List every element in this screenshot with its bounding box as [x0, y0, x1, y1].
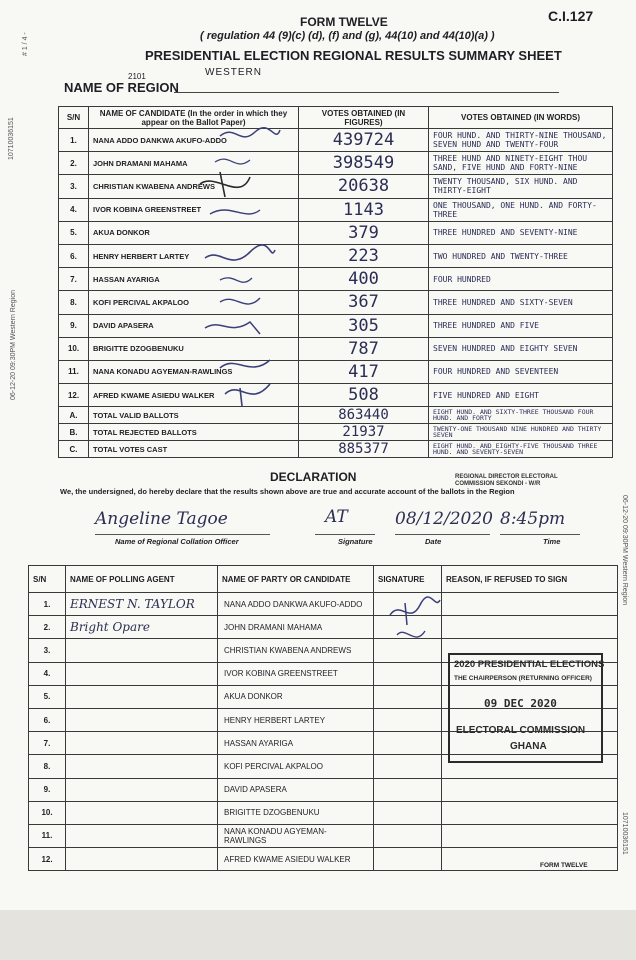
agent-name [66, 639, 218, 662]
declaration-date: 08/12/2020 [395, 509, 493, 529]
candidate-name: KOFI PERCIVAL AKPALOO [89, 291, 299, 314]
total-words: EIGHT HUND. AND SIXTY-THREE THOUSAND FOUR HUND. AND FORTY [429, 407, 613, 424]
electoral-commission-stamp [448, 653, 603, 763]
agent-name [66, 708, 218, 731]
agent-name-header: NAME OF POLLING AGENT [66, 566, 218, 593]
sheet-heading: PRESIDENTIAL ELECTION REGIONAL RESULTS SUMMARY SHEET [145, 48, 562, 63]
background-strip [0, 910, 636, 960]
row-sn: 5. [59, 221, 89, 244]
agent-party: NANA KONADU AGYEMAN-RAWLINGS [218, 824, 374, 847]
row-sn: 8. [59, 291, 89, 314]
total-label: TOTAL VALID BALLOTS [89, 407, 299, 424]
candidate-name: AFRED KWAME ASIEDU WALKER [89, 384, 299, 407]
votes-words: THREE HUNDRED AND SIXTY-SEVEN [429, 291, 613, 314]
agent-signature [374, 755, 442, 778]
votes-figures: 379 [299, 221, 429, 244]
agent-sn: 9. [29, 778, 66, 801]
words-header: VOTES OBTAINED (IN WORDS) [429, 107, 613, 129]
collation-officer-name: Angeline Tagoe [95, 509, 228, 529]
total-figures: 863440 [299, 407, 429, 424]
agent-row [29, 801, 618, 824]
votes-figures: 417 [299, 360, 429, 383]
votes-figures: 223 [299, 244, 429, 267]
votes-figures: 787 [299, 337, 429, 360]
agent-signature [374, 662, 442, 685]
left-serial: 10710036151 [8, 117, 15, 160]
row-sn: 9. [59, 314, 89, 337]
date-caption: Date [425, 537, 442, 546]
votes-figures: 367 [299, 291, 429, 314]
candidate-name: JOHN DRAMANI MAHAMA [89, 152, 299, 175]
agent-row [29, 593, 618, 616]
candidate-name: IVOR KOBINA GREENSTREET [89, 198, 299, 221]
party-header: NAME OF PARTY OR CANDIDATE [218, 566, 374, 593]
total-row [59, 441, 613, 458]
votes-words: SEVEN HUNDRED AND EIGHTY SEVEN [429, 337, 613, 360]
time-line [500, 534, 580, 535]
agent-sn: 10. [29, 801, 66, 824]
agent-party: HASSAN AYARIGA [218, 732, 374, 755]
result-row [59, 152, 613, 175]
agent-row [29, 778, 618, 801]
agent-sn: 3. [29, 639, 66, 662]
stamp-line2: THE CHAIRPERSON (RETURNING OFFICER) [454, 675, 592, 682]
votes-words: ONE THOUSAND, ONE HUND. AND FORTY-THREE [429, 198, 613, 221]
agent-name: ERNEST N. TAYLOR [66, 593, 218, 616]
row-sn: 4. [59, 198, 89, 221]
agent-signature-scribbles [385, 595, 445, 650]
candidate-name: AKUA DONKOR [89, 221, 299, 244]
regional-director-stamp: REGIONAL DIRECTOR ELECTORAL COMMISSION SEKONDI - W/R [455, 474, 558, 487]
agent-signature [374, 732, 442, 755]
agent-name [66, 755, 218, 778]
region-underline [174, 92, 559, 93]
agent-party: KOFI PERCIVAL AKPALOO [218, 755, 374, 778]
ci-code: C.I.127 [548, 8, 594, 24]
agent-party: NANA ADDO DANKWA AKUFO-ADDO [218, 593, 374, 616]
votes-words: THREE HUND AND NINETY-EIGHT THOU SAND, FIVE HUND AND FORTY-NINE [429, 152, 613, 175]
votes-figures: 20638 [299, 175, 429, 198]
result-row [59, 221, 613, 244]
candidate-name: DAVID APASERA [89, 314, 299, 337]
votes-words: FOUR HUNDRED AND SEVENTEEN [429, 360, 613, 383]
agent-sn: 6. [29, 708, 66, 731]
agent-name [66, 801, 218, 824]
agent-name [66, 848, 218, 871]
agent-party: JOHN DRAMANI MAHAMA [218, 616, 374, 639]
candidate-agent-signatures [180, 122, 300, 412]
votes-words: TWO HUNDRED AND TWENTY-THREE [429, 244, 613, 267]
total-words: TWENTY-ONE THOUSAND NINE HUNDRED AND THIRTY SEVEN [429, 424, 613, 441]
row-sn: 11. [59, 360, 89, 383]
regulation-reference: ( regulation 44 (9)(c) (d), (f) and (g), 44(10) and 44(10)(a) ) [200, 30, 495, 42]
agent-signature [374, 801, 442, 824]
votes-words: FOUR HUND. AND THIRTY-NINE THOUSAND, SEVEN HUND AND TWENTY-FOUR [429, 129, 613, 152]
refusal-reason [442, 848, 618, 871]
signature-header: SIGNATURE [374, 566, 442, 593]
row-sn: 10. [59, 337, 89, 360]
result-row [59, 384, 613, 407]
agent-party: AFRED KWAME ASIEDU WALKER [218, 848, 374, 871]
agent-signature [374, 824, 442, 847]
agent-signature [374, 708, 442, 731]
total-words: EIGHT HUND. AND EIGHTY-FIVE THOUSAND THREE HUND. AND SEVENTY-SEVEN [429, 441, 613, 458]
votes-words: FOUR HUNDRED [429, 268, 613, 291]
agent-name [66, 732, 218, 755]
row-sn: A. [59, 407, 89, 424]
form-title: FORM TWELVE [300, 15, 388, 29]
agent-sn: 11. [29, 824, 66, 847]
candidate-name: HENRY HERBERT LARTEY [89, 244, 299, 267]
agent-sn: 8. [29, 755, 66, 778]
agent-sn: 1. [29, 593, 66, 616]
figures-header: VOTES OBTAINED (IN FIGURES) [299, 107, 429, 129]
result-row [59, 360, 613, 383]
officer-line [95, 534, 270, 535]
sn-header: S/N [59, 107, 89, 129]
region-label: NAME OF REGION [64, 80, 179, 95]
agent-row [29, 848, 618, 871]
agent-name [66, 685, 218, 708]
total-label: TOTAL VOTES CAST [89, 441, 299, 458]
right-fax-stamp: 06-12-20 09:30PM Western Region [621, 495, 628, 605]
votes-figures: 400 [299, 268, 429, 291]
stamp-date: 09 DEC 2020 [484, 697, 557, 710]
row-sn: 1. [59, 129, 89, 152]
candidate-name: NANA ADDO DANKWA AKUFO-ADDO [89, 129, 299, 152]
left-fax-stamp: 06-12-20 09:30PM Western Region [10, 290, 17, 400]
results-table [58, 106, 613, 458]
agent-sn-header: S/N [29, 566, 66, 593]
agent-sn: 4. [29, 662, 66, 685]
region-code: 2101 [128, 72, 146, 81]
row-sn: B. [59, 424, 89, 441]
right-serial: 10710036151 [621, 812, 628, 855]
agent-party: BRIGITTE DZOGBENUKU [218, 801, 374, 824]
votes-words: TWENTY THOUSAND, SIX HUND. AND THIRTY-EIGHT [429, 175, 613, 198]
declaration-time: 8:45pm [500, 509, 566, 529]
votes-figures: 508 [299, 384, 429, 407]
votes-words: THREE HUNDRED AND SEVENTY-NINE [429, 221, 613, 244]
total-row [59, 407, 613, 424]
signature-line [315, 534, 375, 535]
refusal-reason [442, 616, 618, 639]
row-sn: 6. [59, 244, 89, 267]
results-header-row [59, 107, 613, 129]
agent-party: HENRY HERBERT LARTEY [218, 708, 374, 731]
agent-sn: 5. [29, 685, 66, 708]
stamp-line3: ELECTORAL COMMISSION [456, 725, 586, 736]
agent-row [29, 824, 618, 847]
refusal-reason [442, 593, 618, 616]
result-row [59, 198, 613, 221]
result-row [59, 129, 613, 152]
stamp-line4: GHANA [510, 741, 547, 752]
agent-party: IVOR KOBINA GREENSTREET [218, 662, 374, 685]
result-row [59, 268, 613, 291]
result-row [59, 291, 613, 314]
officer-caption: Name of Regional Collation Officer [115, 537, 239, 546]
candidate-name: HASSAN AYARIGA [89, 268, 299, 291]
total-row [59, 424, 613, 441]
agent-name: Bright Opare [66, 616, 218, 639]
candidate-name: CHRISTIAN KWABENA ANDREWS [89, 175, 299, 198]
row-sn: C. [59, 441, 89, 458]
result-row [59, 244, 613, 267]
votes-figures: 439724 [299, 129, 429, 152]
agent-name [66, 778, 218, 801]
total-figures: 885377 [299, 441, 429, 458]
declaration-text: We, the undersigned, do hereby declare that the results shown above are true and accurate account of the ballots in the Region [60, 487, 515, 496]
reason-header: REASON, IF REFUSED TO SIGN [442, 566, 618, 593]
agent-signature [374, 848, 442, 871]
row-sn: 3. [59, 175, 89, 198]
agent-party: AKUA DONKOR [218, 685, 374, 708]
candidate-name: NANA KONADU AGYEMAN-RAWLINGS [89, 360, 299, 383]
agents-header-row [29, 566, 618, 593]
region-name: WESTERN [205, 67, 262, 78]
result-row [59, 314, 613, 337]
form-footer: FORM TWELVE [540, 862, 588, 869]
stamp-line1: 2020 PRESIDENTIAL ELECTIONS [454, 659, 605, 670]
agent-row [29, 616, 618, 639]
votes-figures: 1143 [299, 198, 429, 221]
agent-name [66, 662, 218, 685]
top-left-mark: # 1 / 4 - [22, 32, 29, 56]
result-row [59, 175, 613, 198]
collation-officer-signature: AT [325, 507, 348, 527]
total-figures: 21937 [299, 424, 429, 441]
agent-sn: 2. [29, 616, 66, 639]
candidate-header: NAME OF CANDIDATE (In the order in which they appear on the Ballot Paper) [89, 107, 299, 129]
agent-sn: 7. [29, 732, 66, 755]
votes-words: FIVE HUNDRED AND EIGHT [429, 384, 613, 407]
agent-party: DAVID APASERA [218, 778, 374, 801]
refusal-reason [442, 824, 618, 847]
agent-party: CHRISTIAN KWABENA ANDREWS [218, 639, 374, 662]
time-caption: Time [543, 537, 561, 546]
votes-figures: 305 [299, 314, 429, 337]
votes-figures: 398549 [299, 152, 429, 175]
agent-name [66, 824, 218, 847]
candidate-name: BRIGITTE DZOGBENUKU [89, 337, 299, 360]
agent-signature [374, 685, 442, 708]
agent-sn: 12. [29, 848, 66, 871]
row-sn: 2. [59, 152, 89, 175]
result-row [59, 337, 613, 360]
refusal-reason [442, 778, 618, 801]
row-sn: 7. [59, 268, 89, 291]
signature-caption: Signature [338, 537, 373, 546]
votes-words: THREE HUNDRED AND FIVE [429, 314, 613, 337]
total-label: TOTAL REJECTED BALLOTS [89, 424, 299, 441]
refusal-reason [442, 801, 618, 824]
declaration-title: DECLARATION [270, 470, 357, 484]
agent-signature [374, 778, 442, 801]
date-line [395, 534, 490, 535]
row-sn: 12. [59, 384, 89, 407]
